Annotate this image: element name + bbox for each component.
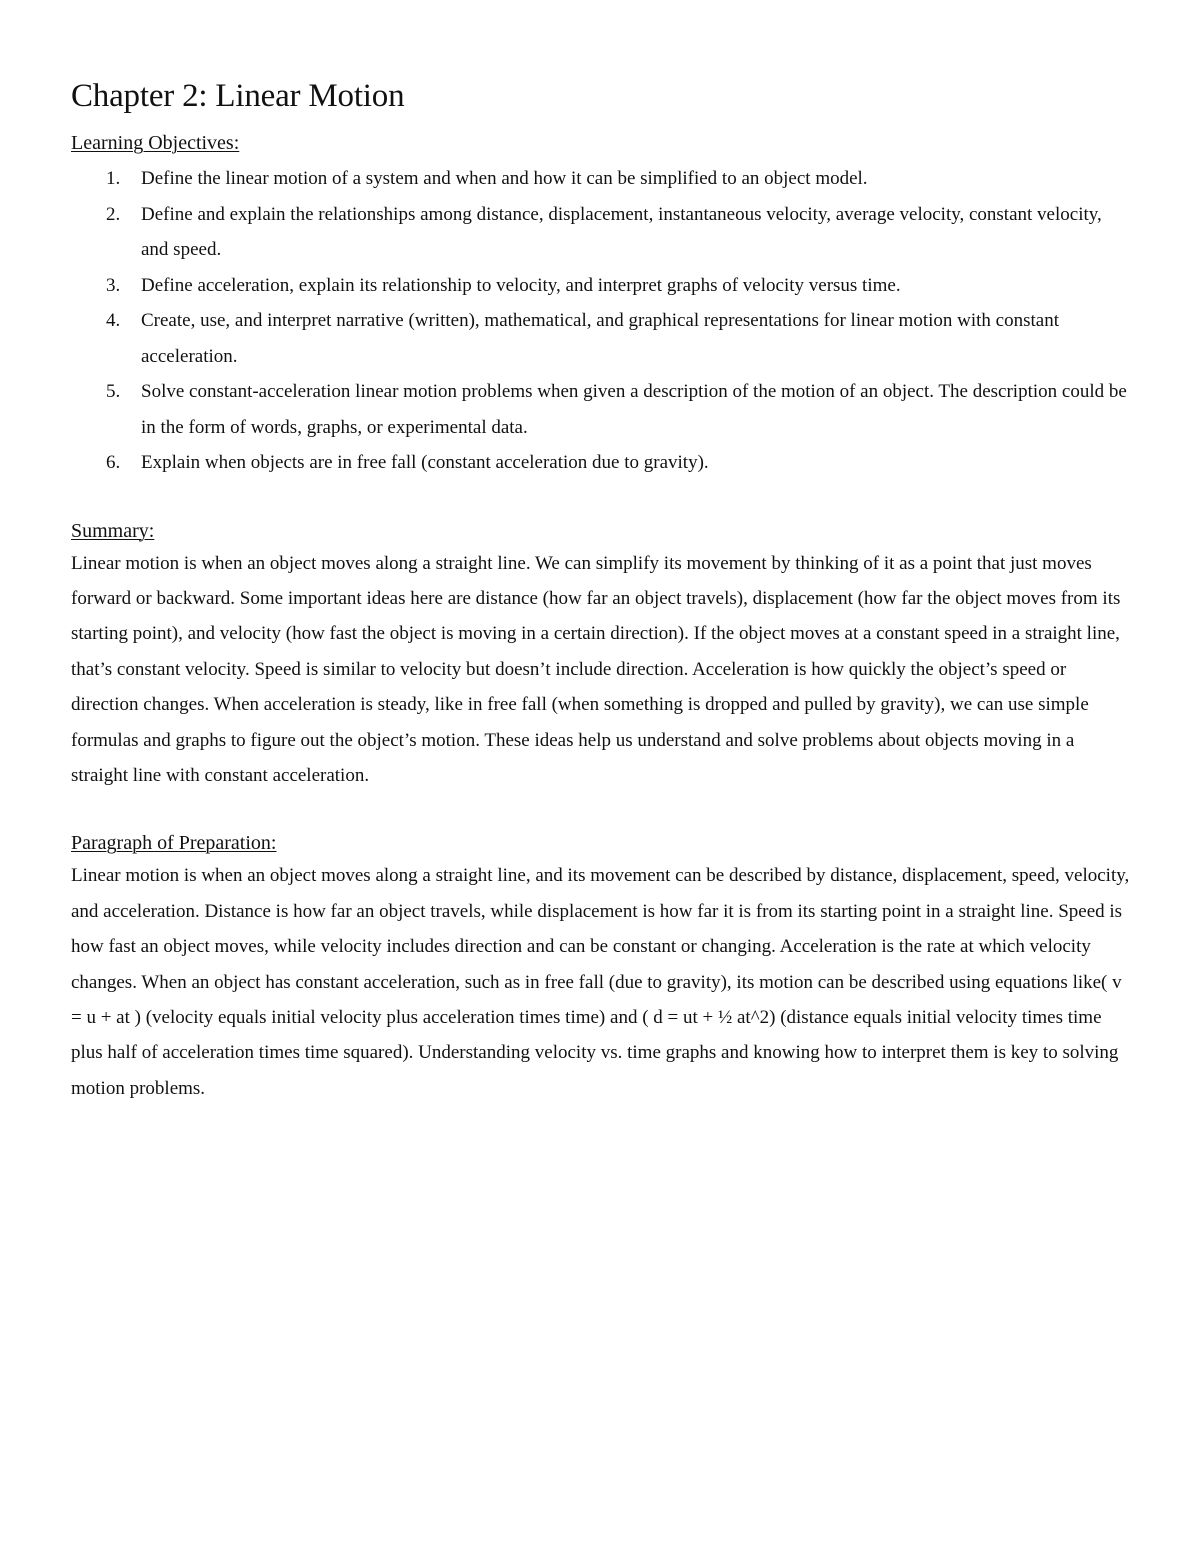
document-title: Chapter 2: Linear Motion [71, 78, 405, 114]
objective-text: Define and explain the relationships among distance, displacement, instantaneous velocity, average velocity, constant velocity, and speed. [141, 203, 1102, 260]
preparation-heading: Paragraph of Preparation: [71, 832, 277, 855]
summary-heading: Summary: [71, 519, 155, 542]
objective-number: 1. [106, 168, 121, 189]
document-content [71, 76, 1131, 1106]
objective-number: 2. [106, 203, 121, 225]
section-spacer [71, 793, 1131, 828]
objective-text: Create, use, and interpret narrative (written), mathematical, and graphical representations for linear motion with constant acceleration. [141, 310, 1059, 367]
objective-item [71, 197, 1131, 268]
objective-number: 4. [106, 310, 121, 331]
objective-item [71, 161, 1131, 197]
objective-text: Define acceleration, explain its relationship to velocity, and interpret graphs of velocity versus time. [141, 274, 901, 296]
objective-item [71, 445, 1131, 481]
summary-paragraph: Linear motion is when an object moves along a straight line. We can simplify its movement by thinking of it as a point that just moves forward or backward. Some important ideas here are distance (how far an object travels), displacement (how far the object moves from its starting point), and velocity (how fast the object is moving in a certain direction). If the object moves at a constant speed in a straight line, that’s constant velocity. Speed is similar to velocity but doesn’t include direction. Acceleration is how quickly the object’s speed or direction changes. When acceleration is steady, like in free fall (when something is dropped and pulled by gravity), we can use simple formulas and graphs to figure out the object’s motion. These ideas help us understand and solve problems about objects moving in a straight line with constant acceleration. [71, 552, 1121, 786]
learning-objectives-heading: Learning Objectives: [71, 132, 240, 154]
section-spacer [71, 481, 1131, 516]
objective-item [71, 374, 1131, 445]
objective-item [71, 268, 1131, 304]
learning-objectives-list [71, 161, 1131, 481]
preparation-paragraph: Linear motion is when an object moves along a straight line, and its movement can be described by distance, displacement, speed, velocity, and acceleration. Distance is how far an object travels, while displacement is how far it is from its starting point in a straight line. Speed is how fast an object moves, while velocity includes direction and can be constant or changing. Acceleration is the rate at which velocity changes. When an object has constant acceleration, such as in free fall (due to gravity), its motion can be described using equations like( v = u + at ) (velocity equals initial velocity plus acceleration times time) and ( d = ut + ½ at^2) (distance equals initial velocity times time plus half of acceleration times time squared). Understanding velocity vs. time graphs and knowing how to interpret them is key to solving motion problems. [71, 865, 1130, 1099]
objective-text: Define the linear motion of a system and when and how it can be simplified to an object model. [141, 168, 868, 189]
objective-text: Explain when objects are in free fall (constant acceleration due to gravity). [141, 452, 709, 473]
objective-text: Solve constant-acceleration linear motion problems when given a description of the motion of an object. The description could be in the form of words, graphs, or experimental data. [141, 381, 1127, 438]
objective-number: 5. [106, 381, 121, 402]
objective-item [71, 303, 1131, 374]
objective-number: 6. [106, 452, 121, 473]
objective-number: 3. [106, 274, 121, 296]
